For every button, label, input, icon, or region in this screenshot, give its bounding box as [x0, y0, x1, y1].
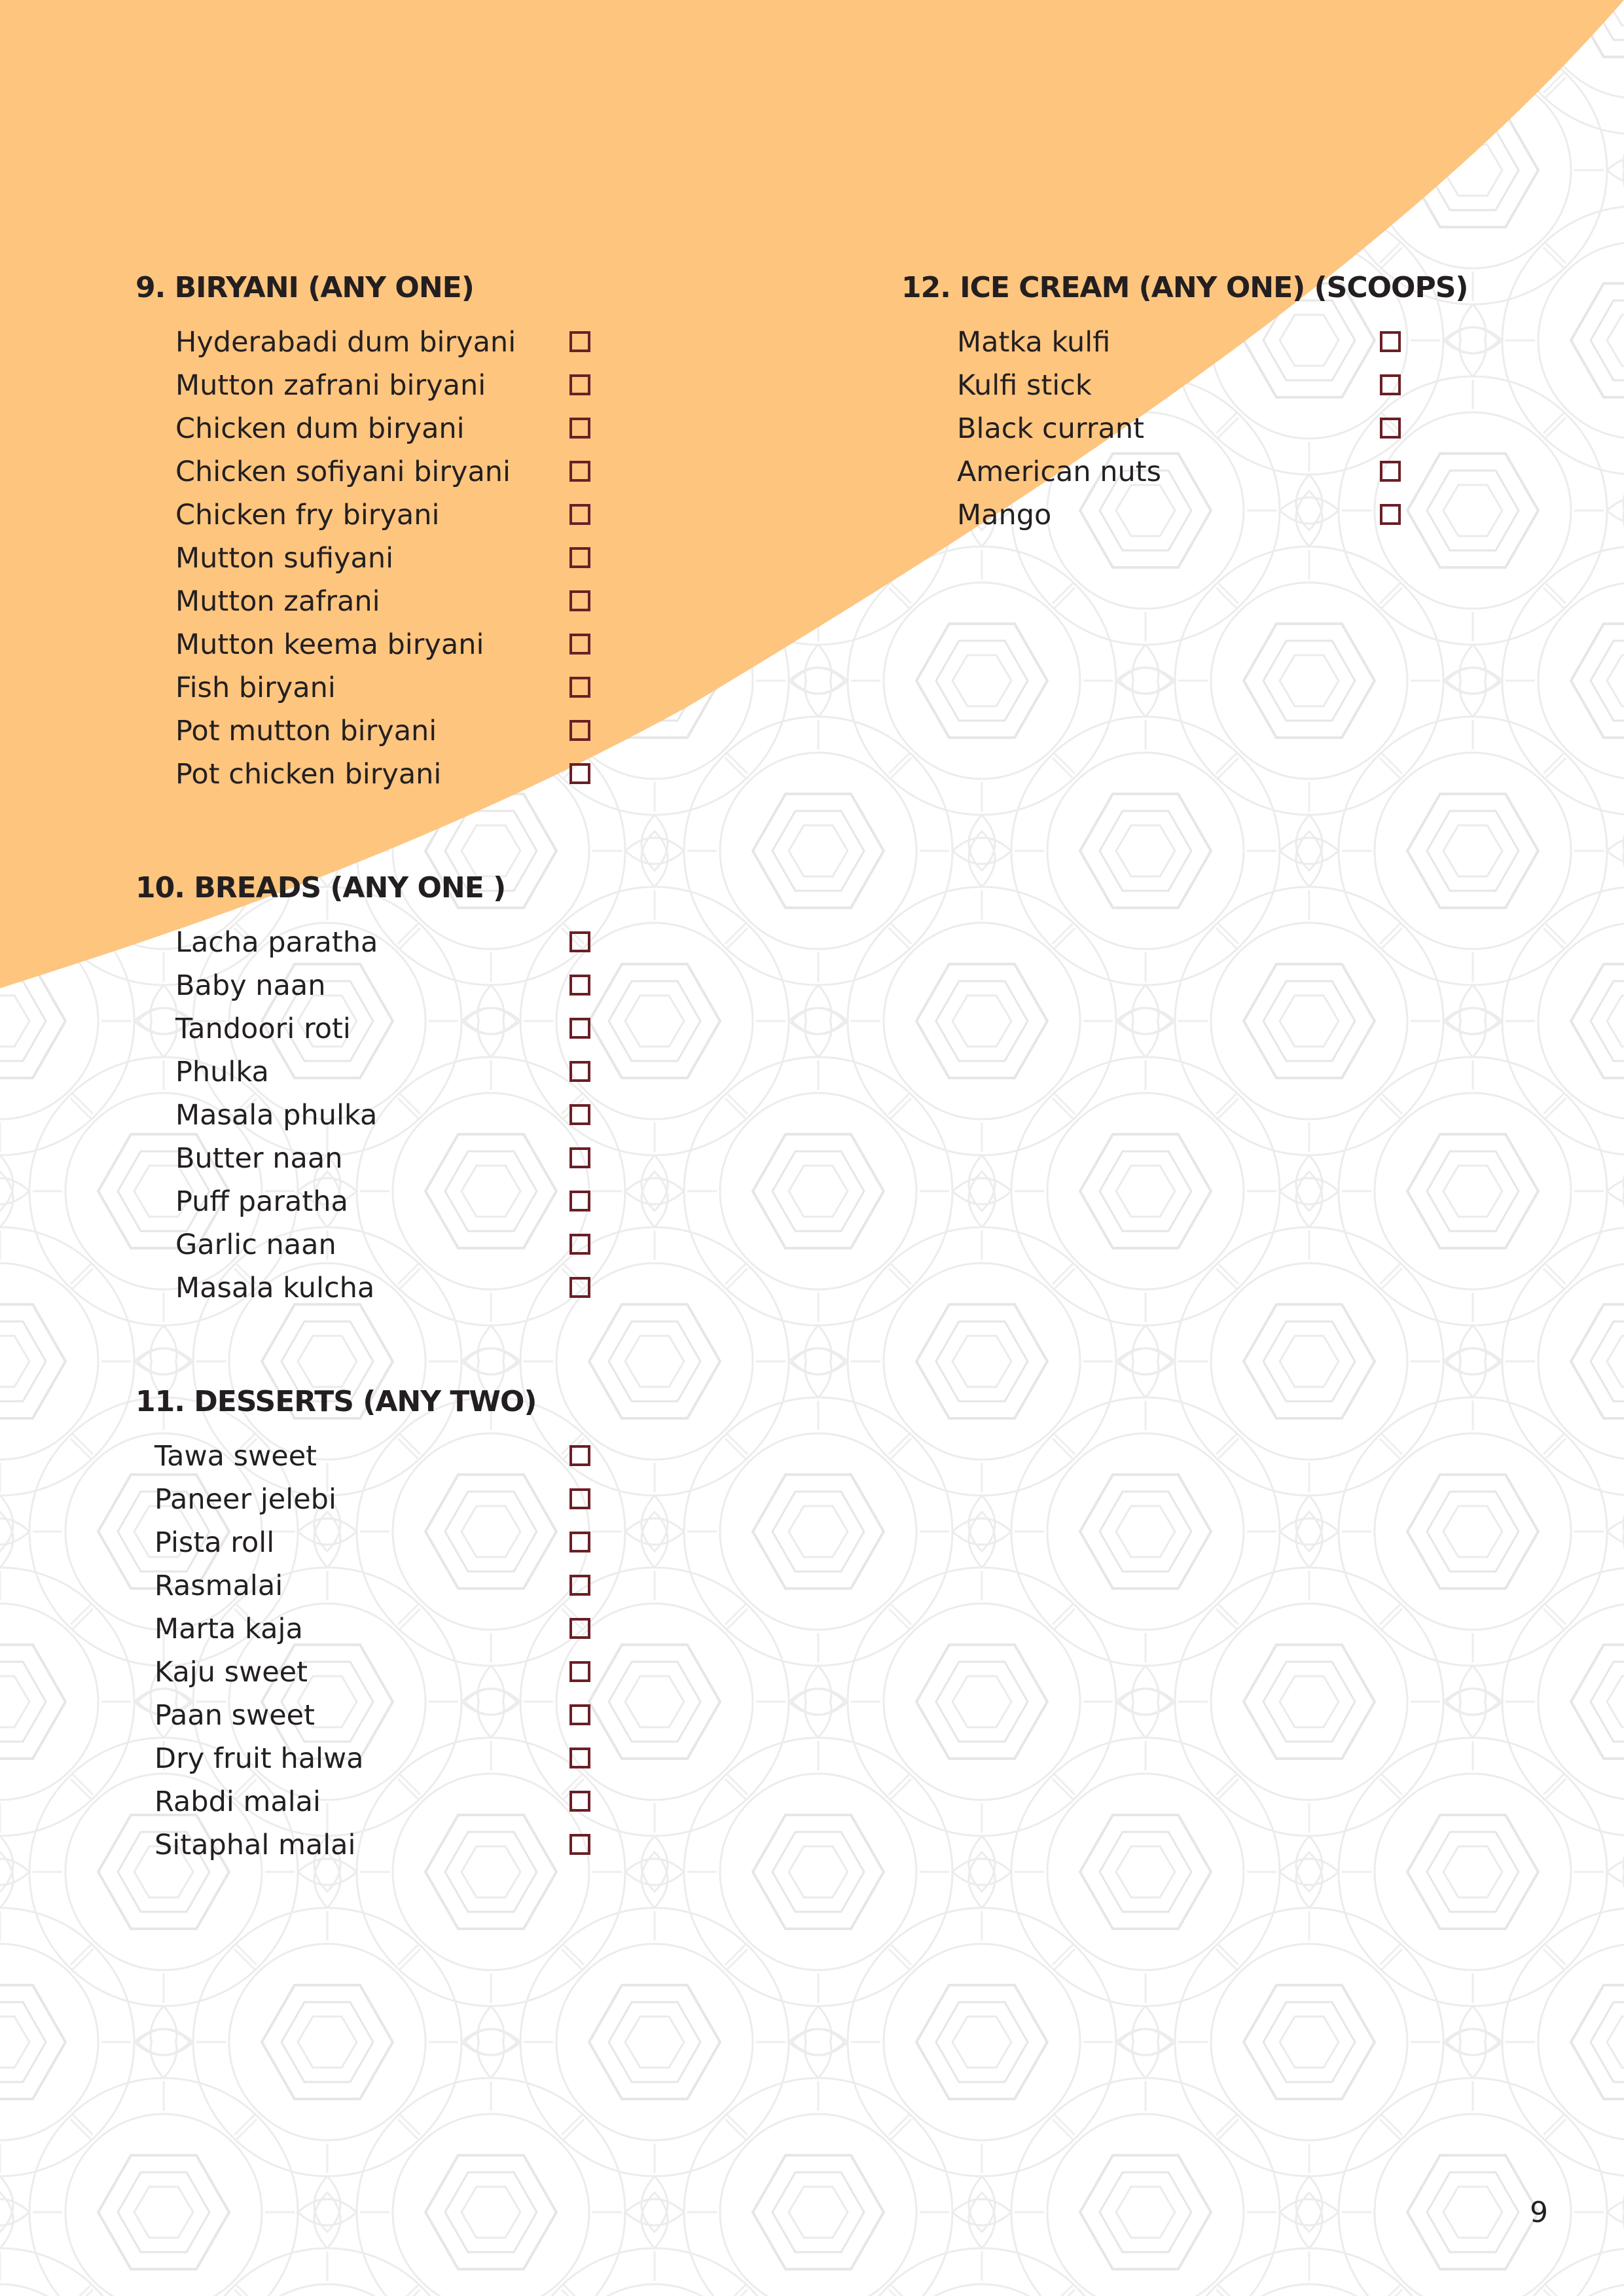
- item-label: Phulka: [175, 1056, 269, 1088]
- list-item: [135, 1137, 607, 1180]
- section-title: 12. ICE CREAM (ANY ONE) (SCOOPS): [901, 271, 1468, 304]
- item-checkbox[interactable]: [569, 677, 590, 698]
- item-label: Garlic naan: [175, 1229, 336, 1261]
- item-checkbox[interactable]: [569, 418, 590, 439]
- list-item: [901, 364, 1490, 407]
- section-title: 9. BIRYANI (ANY ONE): [135, 271, 474, 304]
- list-item: [135, 1223, 607, 1266]
- list-item: [135, 1478, 607, 1521]
- list-item: [135, 1521, 607, 1564]
- item-checkbox[interactable]: [569, 1704, 590, 1725]
- item-checkbox[interactable]: [569, 374, 590, 395]
- list-item: [135, 1694, 607, 1737]
- item-label: Lacha paratha: [175, 926, 378, 959]
- item-label: Fish biryani: [175, 672, 336, 704]
- item-label: Dry fruit halwa: [154, 1742, 364, 1775]
- item-label: Kulfi stick: [957, 369, 1092, 402]
- item-label: Puff paratha: [175, 1185, 348, 1218]
- item-label: Marta kaja: [154, 1613, 303, 1645]
- item-label: Kaju sweet: [154, 1656, 308, 1689]
- item-label: Paan sweet: [154, 1699, 315, 1732]
- list-item: [135, 364, 607, 407]
- item-label: Tandoori roti: [175, 1013, 351, 1045]
- list-item: [135, 1007, 607, 1050]
- item-checkbox[interactable]: [1380, 461, 1401, 482]
- list-item: [135, 537, 607, 580]
- item-checkbox[interactable]: [1380, 331, 1401, 352]
- item-checkbox[interactable]: [569, 1277, 590, 1298]
- item-label: Mutton keema biryani: [175, 628, 484, 661]
- list-item: [135, 623, 607, 666]
- item-label: Pot mutton biryani: [175, 715, 437, 747]
- section-title: 11. DESSERTS (ANY TWO): [135, 1385, 537, 1418]
- section-biryani: [135, 268, 607, 805]
- item-checkbox[interactable]: [569, 1834, 590, 1855]
- item-label: Masala kulcha: [175, 1272, 375, 1304]
- item-checkbox[interactable]: [569, 1104, 590, 1125]
- item-checkbox[interactable]: [569, 331, 590, 352]
- item-checkbox[interactable]: [1380, 374, 1401, 395]
- item-checkbox[interactable]: [569, 504, 590, 525]
- item-label: Black currant: [957, 412, 1144, 445]
- item-label: Hyderabadi dum biryani: [175, 326, 516, 359]
- list-item: [135, 1094, 607, 1137]
- item-label: Tawa sweet: [154, 1440, 317, 1473]
- item-checkbox[interactable]: [569, 1618, 590, 1639]
- list-item: [135, 321, 607, 364]
- list-item: [135, 1780, 607, 1823]
- item-checkbox[interactable]: [569, 634, 590, 655]
- item-checkbox[interactable]: [569, 975, 590, 996]
- list-item: [135, 1607, 607, 1651]
- item-checkbox[interactable]: [569, 461, 590, 482]
- list-item: [135, 1737, 607, 1780]
- item-checkbox[interactable]: [569, 1191, 590, 1211]
- list-item: [901, 321, 1490, 364]
- item-label: Chicken fry biryani: [175, 499, 440, 531]
- list-item: [135, 1651, 607, 1694]
- item-label: Chicken sofiyani biryani: [175, 456, 511, 488]
- list-item: [901, 407, 1490, 450]
- item-checkbox[interactable]: [569, 1445, 590, 1466]
- section-ice-cream: [901, 268, 1490, 543]
- item-checkbox[interactable]: [569, 1061, 590, 1082]
- item-label: American nuts: [957, 456, 1162, 488]
- item-checkbox[interactable]: [569, 1532, 590, 1552]
- item-checkbox[interactable]: [569, 1791, 590, 1812]
- item-label: Mango: [957, 499, 1052, 531]
- item-label: Butter naan: [175, 1142, 343, 1175]
- list-item: [135, 709, 607, 753]
- page-number: 9: [1530, 2196, 1548, 2229]
- item-checkbox[interactable]: [569, 1488, 590, 1509]
- section-breads: [135, 869, 607, 1320]
- item-checkbox[interactable]: [569, 931, 590, 952]
- list-item: [135, 1180, 607, 1223]
- item-checkbox[interactable]: [569, 720, 590, 741]
- list-item: [135, 666, 607, 709]
- item-label: Matka kulfi: [957, 326, 1111, 359]
- item-checkbox[interactable]: [569, 547, 590, 568]
- list-item: [135, 493, 607, 537]
- item-checkbox[interactable]: [569, 763, 590, 784]
- item-label: Masala phulka: [175, 1099, 378, 1132]
- list-item: [135, 1266, 607, 1310]
- item-label: Pista roll: [154, 1526, 275, 1559]
- list-item: [135, 921, 607, 964]
- list-item: [135, 1050, 607, 1094]
- item-checkbox[interactable]: [569, 1234, 590, 1255]
- item-checkbox[interactable]: [569, 1575, 590, 1596]
- item-label: Rasmalai: [154, 1570, 283, 1602]
- item-checkbox[interactable]: [1380, 504, 1401, 525]
- item-checkbox[interactable]: [1380, 418, 1401, 439]
- item-checkbox[interactable]: [569, 1661, 590, 1682]
- item-checkbox[interactable]: [569, 1748, 590, 1768]
- list-item: [135, 580, 607, 623]
- item-label: Mutton zafrani biryani: [175, 369, 486, 402]
- item-label: Baby naan: [175, 969, 326, 1002]
- list-item: [135, 407, 607, 450]
- item-label: Sitaphal malai: [154, 1829, 356, 1861]
- section-desserts: [135, 1382, 607, 1880]
- list-item: [901, 493, 1490, 537]
- item-label: Chicken dum biryani: [175, 412, 465, 445]
- list-item: [135, 1564, 607, 1607]
- item-label: Paneer jelebi: [154, 1483, 336, 1516]
- list-item: [135, 450, 607, 493]
- section-title: 10. BREADS (ANY ONE ): [135, 871, 506, 905]
- item-label: Mutton sufiyani: [175, 542, 394, 575]
- item-checkbox[interactable]: [569, 590, 590, 611]
- item-label: Pot chicken biryani: [175, 758, 442, 791]
- list-item: [135, 1435, 607, 1478]
- item-label: Rabdi malai: [154, 1785, 321, 1818]
- item-checkbox[interactable]: [569, 1147, 590, 1168]
- list-item: [135, 1823, 607, 1867]
- item-checkbox[interactable]: [569, 1018, 590, 1039]
- list-item: [901, 450, 1490, 493]
- list-item: [135, 753, 607, 796]
- list-item: [135, 964, 607, 1007]
- item-label: Mutton zafrani: [175, 585, 380, 618]
